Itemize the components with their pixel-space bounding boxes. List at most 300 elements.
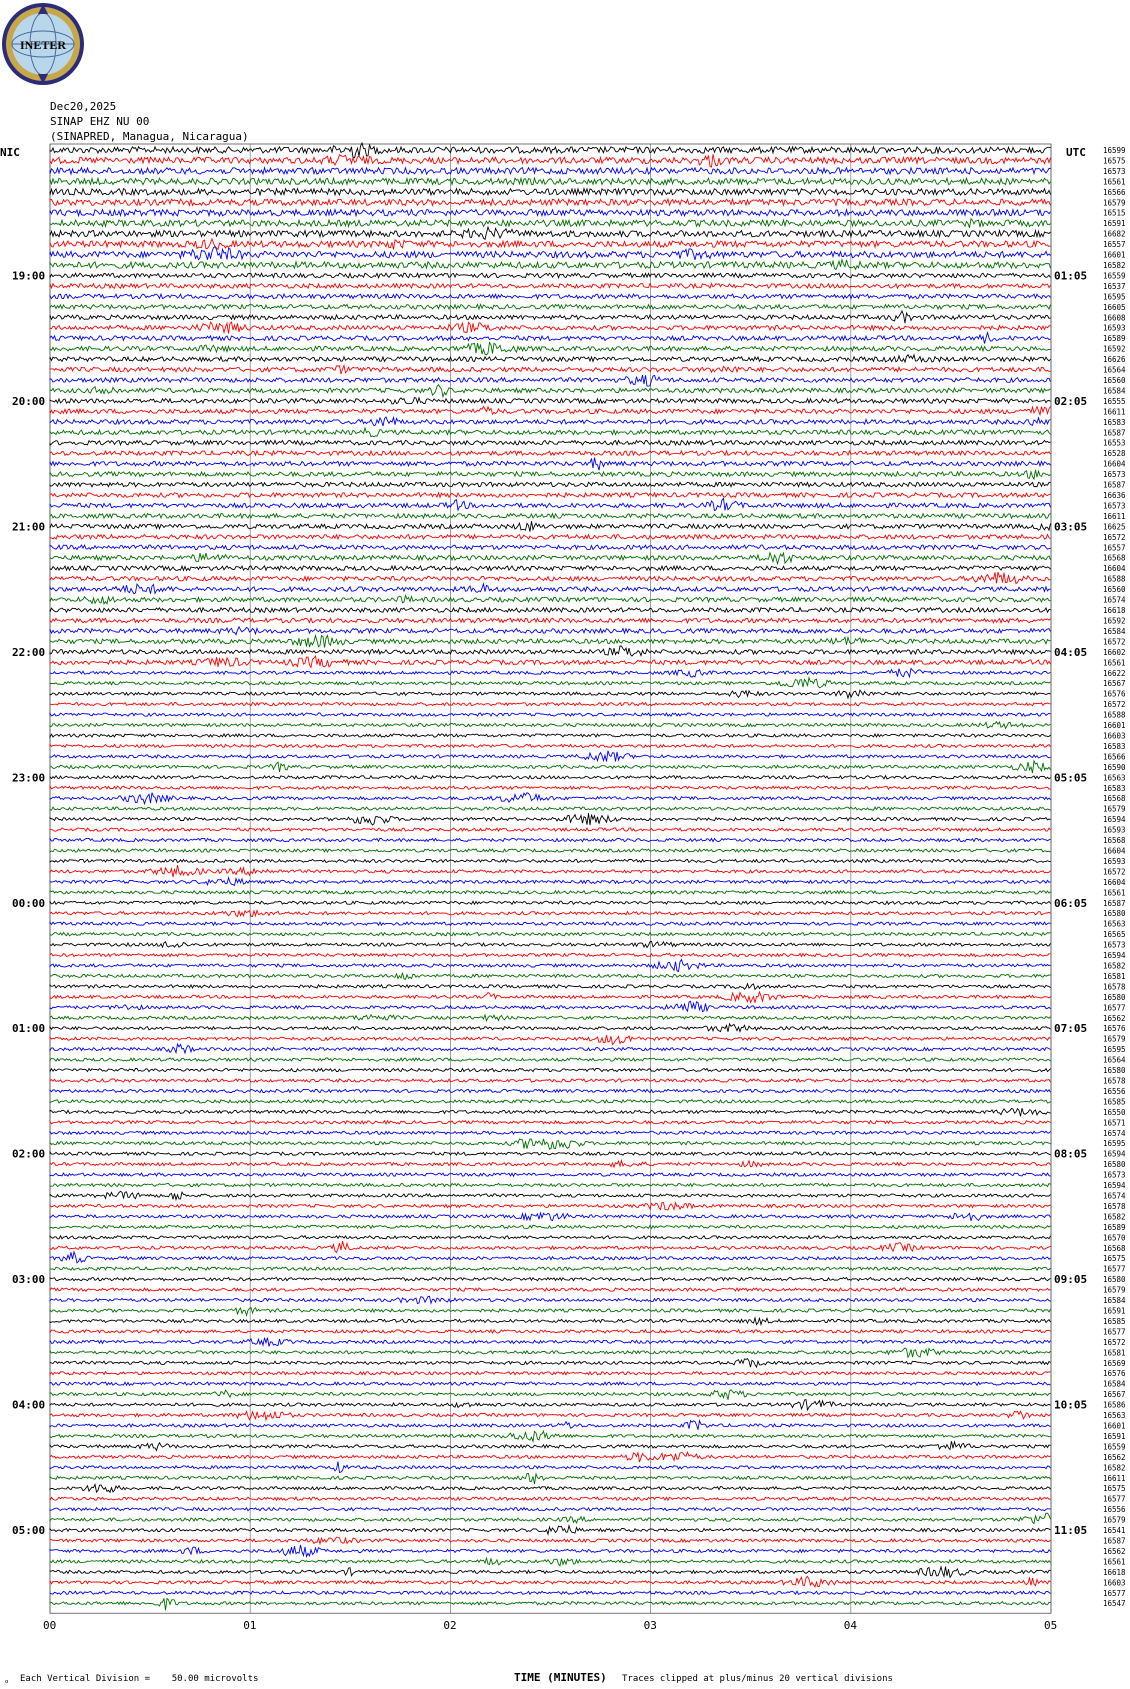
seismic-trace <box>50 545 1051 550</box>
trace-count-label: 16574 <box>1103 595 1126 605</box>
trace-count-label: 16575 <box>1103 1254 1126 1264</box>
seismic-trace <box>50 1001 1051 1011</box>
seismic-trace <box>50 572 1051 584</box>
trace-count-label: 16550 <box>1103 1107 1126 1117</box>
right-hour-label: 02:05 <box>1054 394 1088 408</box>
seismic-trace <box>50 776 1051 779</box>
seismic-trace <box>50 1452 1051 1462</box>
trace-count-label: 16557 <box>1103 543 1126 553</box>
seismic-trace <box>50 451 1051 456</box>
trace-count-label: 16591 <box>1103 219 1126 229</box>
seismic-trace <box>50 284 1051 289</box>
seismic-trace <box>50 813 1051 825</box>
left-hour-label: 21:00 <box>12 520 46 534</box>
trace-count-label: 16562 <box>1103 1013 1126 1023</box>
left-hour-label: 23:00 <box>12 771 46 785</box>
trace-count-label: 16582 <box>1103 1463 1126 1473</box>
trace-count-label: 16575 <box>1103 156 1126 166</box>
x-tick-label: 03 <box>643 1619 657 1633</box>
right-hour-label: 05:05 <box>1054 771 1088 785</box>
trace-count-label: 16626 <box>1103 355 1126 365</box>
trace-count-label: 16585 <box>1103 1316 1126 1326</box>
left-hour-label: 02:00 <box>12 1147 46 1161</box>
trace-count-label: 16587 <box>1103 1536 1126 1546</box>
trace-count-label: 16578 <box>1103 1201 1126 1211</box>
seismic-trace <box>50 1382 1051 1385</box>
seismic-trace <box>50 838 1051 841</box>
right-hour-label: 06:05 <box>1054 896 1088 910</box>
trace-count-label: 16587 <box>1103 428 1126 438</box>
trace-count-label: 16579 <box>1103 198 1126 208</box>
trace-count-label: 16594 <box>1103 951 1126 961</box>
trace-count-label: 16563 <box>1103 1411 1126 1421</box>
seismic-trace <box>50 1131 1051 1134</box>
trace-count-label: 16567 <box>1103 1390 1126 1400</box>
x-axis-label: TIME (MINUTES) <box>514 1671 607 1684</box>
seismic-trace <box>50 1089 1051 1092</box>
seismic-trace <box>50 891 1051 894</box>
seismic-trace <box>50 154 1051 167</box>
seismic-trace <box>50 1598 1051 1610</box>
trace-count-label: 16557 <box>1103 240 1126 250</box>
seismic-trace <box>50 535 1051 540</box>
right-hour-label: 08:05 <box>1054 1147 1088 1161</box>
corner-mark: ₒ <box>4 1676 10 1686</box>
seismic-trace <box>50 1024 1051 1032</box>
seismic-trace <box>50 417 1051 426</box>
trace-count-label: 16560 <box>1103 376 1126 386</box>
trace-count-label: 16561 <box>1103 888 1126 898</box>
trace-count-label: 16528 <box>1103 449 1126 459</box>
seismic-trace <box>50 859 1051 862</box>
seismic-trace <box>50 761 1051 773</box>
seismic-trace <box>50 1035 1051 1044</box>
seismic-trace <box>50 1400 1051 1410</box>
trace-count-label: 16581 <box>1103 971 1126 981</box>
trace-count-label: 16591 <box>1103 1306 1126 1316</box>
trace-count-label: 16556 <box>1103 1505 1126 1515</box>
trace-count-label: 16604 <box>1103 846 1126 856</box>
trace-count-label: 16604 <box>1103 564 1126 574</box>
trace-count-label: 16601 <box>1103 250 1126 260</box>
right-hour-label: 01:05 <box>1054 269 1088 283</box>
seismic-trace <box>50 1308 1051 1316</box>
seismic-trace <box>50 458 1051 471</box>
seismic-trace <box>50 143 1051 158</box>
trace-count-label: 16582 <box>1103 1212 1126 1222</box>
trace-count-label: 16572 <box>1103 1337 1126 1347</box>
trace-count-label: 16563 <box>1103 773 1126 783</box>
trace-count-label: 16583 <box>1103 417 1126 427</box>
trace-count-label: 16592 <box>1103 616 1126 626</box>
seismic-trace <box>50 1441 1051 1450</box>
seismic-trace <box>50 1537 1051 1544</box>
seismic-trace <box>50 878 1051 886</box>
trace-count-label: 16572 <box>1103 637 1126 647</box>
trace-count-label: 16587 <box>1103 898 1126 908</box>
seismic-trace <box>50 1288 1051 1291</box>
trace-count-label: 16547 <box>1103 1599 1126 1609</box>
seismic-trace <box>50 1236 1051 1239</box>
trace-count-label: 16576 <box>1103 1024 1126 1034</box>
trace-count-label: 16593 <box>1103 323 1126 333</box>
seismic-trace <box>50 521 1051 531</box>
trace-count-label: 16595 <box>1103 1139 1126 1149</box>
seismic-trace <box>50 849 1051 852</box>
seismic-trace <box>50 744 1051 747</box>
seismic-trace <box>50 385 1051 397</box>
seismic-trace <box>50 355 1051 362</box>
seismic-trace <box>50 911 1051 917</box>
trace-count-label: 16586 <box>1103 1400 1126 1410</box>
scale-note: Each Vertical Division = 50.00 microvolts <box>20 1674 259 1684</box>
trace-count-label: 16573 <box>1103 501 1126 511</box>
trace-count-label: 16588 <box>1103 574 1126 584</box>
seismic-trace <box>50 627 1051 635</box>
seismic-trace <box>50 793 1051 804</box>
trace-count-label: 16582 <box>1103 961 1126 971</box>
seismic-trace <box>50 189 1051 195</box>
seismic-trace <box>50 751 1051 762</box>
seismic-trace <box>50 375 1051 386</box>
trace-count-label: 16568 <box>1103 794 1126 804</box>
seismic-trace <box>50 1348 1051 1357</box>
seismic-trace <box>50 690 1051 698</box>
trace-count-label: 16587 <box>1103 480 1126 490</box>
trace-count-label: 16594 <box>1103 1181 1126 1191</box>
trace-count-label: 16573 <box>1103 940 1126 950</box>
seismic-trace <box>50 1069 1051 1072</box>
seismic-trace <box>50 901 1051 904</box>
trace-count-label: 16601 <box>1103 1421 1126 1431</box>
trace-count-label: 16589 <box>1103 1222 1126 1232</box>
trace-count-label: 16560 <box>1103 585 1126 595</box>
seismic-trace <box>50 646 1051 656</box>
seismic-trace <box>50 953 1051 956</box>
seismic-trace <box>50 482 1051 487</box>
trace-count-label: 16562 <box>1103 1546 1126 1556</box>
trace-count-label: 16585 <box>1103 1097 1126 1107</box>
seismic-trace <box>50 210 1051 216</box>
trace-count-label: 16601 <box>1103 721 1126 731</box>
seismic-trace <box>50 1267 1051 1270</box>
seismic-trace <box>50 294 1051 299</box>
trace-count-label: 16570 <box>1103 1233 1126 1243</box>
seismic-trace <box>50 1058 1051 1061</box>
trace-count-label: 16572 <box>1103 700 1126 710</box>
seismic-trace <box>50 428 1051 437</box>
plot-frame <box>50 144 1051 1613</box>
seismic-trace <box>50 1390 1051 1400</box>
left-hour-label: 19:00 <box>12 269 46 283</box>
trace-count-label: 16591 <box>1103 1431 1126 1441</box>
x-tick-label: 01 <box>243 1619 257 1633</box>
seismic-trace <box>50 992 1051 1003</box>
seismic-trace <box>50 1213 1051 1221</box>
seismic-trace <box>50 1015 1051 1021</box>
trace-count-label: 16579 <box>1103 1515 1126 1525</box>
trace-count-label: 16577 <box>1103 1264 1126 1274</box>
trace-count-label: 16574 <box>1103 1191 1126 1201</box>
header-station: SINAP EHZ NU 00 <box>50 115 150 128</box>
clip-note: Traces clipped at plus/minus 20 vertical divisions <box>622 1674 893 1684</box>
trace-count-label: 16595 <box>1103 292 1126 302</box>
trace-count-label: 16581 <box>1103 1348 1126 1358</box>
seismic-trace <box>50 1079 1051 1082</box>
trace-count-label: 16572 <box>1103 532 1126 542</box>
seismic-trace <box>50 635 1051 647</box>
trace-count-label: 16608 <box>1103 313 1126 323</box>
trace-count-label: 16577 <box>1103 1588 1126 1598</box>
trace-count-label: 16568 <box>1103 836 1126 846</box>
seismic-trace <box>50 1108 1051 1116</box>
seismic-trace <box>50 960 1051 972</box>
trace-count-label: 16580 <box>1103 992 1126 1002</box>
seismic-trace <box>50 828 1051 831</box>
seismic-trace <box>50 922 1051 925</box>
seismic-trace <box>50 722 1051 729</box>
logo-text: INETER <box>19 38 67 52</box>
trace-count-label: 16578 <box>1103 982 1126 992</box>
seismic-trace <box>50 566 1051 571</box>
trace-count-label: 16682 <box>1103 229 1126 239</box>
trace-count-label: 16556 <box>1103 1086 1126 1096</box>
seismic-trace <box>50 1513 1051 1523</box>
trace-count-label: 16593 <box>1103 856 1126 866</box>
left-hour-label: 03:00 <box>12 1273 46 1287</box>
seismic-trace <box>50 178 1051 184</box>
trace-count-label: 16563 <box>1103 919 1126 929</box>
trace-count-label: 16589 <box>1103 334 1126 344</box>
right-hour-label: 07:05 <box>1054 1022 1088 1036</box>
trace-count-label: 16553 <box>1103 438 1126 448</box>
left-hour-label: 04:00 <box>12 1398 46 1412</box>
seismic-trace <box>50 1545 1051 1557</box>
trace-count-label: 16555 <box>1103 396 1126 406</box>
trace-count-label: 16595 <box>1103 1045 1126 1055</box>
trace-count-label: 16573 <box>1103 166 1126 176</box>
trace-count-label: 16574 <box>1103 1128 1126 1138</box>
seismic-trace <box>50 273 1051 278</box>
seismic-trace <box>50 1421 1051 1430</box>
x-tick-label: 05 <box>1044 1619 1058 1633</box>
left-hour-label: 22:00 <box>12 645 46 659</box>
trace-count-label: 16579 <box>1103 804 1126 814</box>
seismic-trace <box>50 1044 1051 1053</box>
trace-count-label: 16541 <box>1103 1526 1126 1536</box>
seismic-trace <box>50 1100 1051 1103</box>
seismic-trace <box>50 239 1051 250</box>
trace-count-label: 16575 <box>1103 1484 1126 1494</box>
trace-count-label: 16572 <box>1103 867 1126 877</box>
trace-count-label: 16584 <box>1103 386 1126 396</box>
trace-count-label: 16578 <box>1103 1076 1126 1086</box>
seismic-trace <box>50 734 1051 737</box>
trace-count-label: 16573 <box>1103 470 1126 480</box>
trace-count-label: 16611 <box>1103 407 1126 417</box>
seismic-trace <box>50 168 1051 174</box>
seismic-trace <box>50 608 1051 613</box>
trace-count-label: 16569 <box>1103 1358 1126 1368</box>
x-tick-label: 04 <box>843 1619 858 1633</box>
trace-count-label: 16580 <box>1103 1066 1126 1076</box>
seismic-trace <box>50 1473 1051 1484</box>
seismic-trace <box>50 1558 1051 1566</box>
x-tick-label: 02 <box>443 1619 457 1633</box>
seismic-trace <box>50 406 1051 414</box>
trace-count-label: 16577 <box>1103 1327 1126 1337</box>
trace-count-label: 16611 <box>1103 1473 1126 1483</box>
seismic-trace <box>50 553 1051 564</box>
trace-count-label: 16584 <box>1103 626 1126 636</box>
right-timezone-label: UTC <box>1066 146 1086 159</box>
trace-count-label: 16579 <box>1103 1034 1126 1044</box>
right-hour-label: 10:05 <box>1054 1398 1088 1412</box>
trace-count-label: 16611 <box>1103 511 1126 521</box>
trace-count-label: 16566 <box>1103 752 1126 762</box>
seismic-trace <box>50 1591 1051 1594</box>
seismic-trace <box>50 973 1051 980</box>
seismic-trace <box>50 470 1051 479</box>
seismic-trace <box>50 1508 1051 1511</box>
trace-count-label: 16568 <box>1103 553 1126 563</box>
seismic-trace <box>50 1139 1051 1149</box>
seismic-trace <box>50 1121 1051 1124</box>
seismic-trace <box>50 1152 1051 1155</box>
seismic-trace <box>50 343 1051 355</box>
seismic-trace <box>50 499 1051 511</box>
seismic-trace <box>50 1296 1051 1303</box>
seismic-trace <box>50 941 1051 947</box>
trace-count-label: 16561 <box>1103 658 1126 668</box>
seismic-trace <box>50 584 1051 594</box>
trace-count-label: 16605 <box>1103 302 1126 312</box>
seismic-trace <box>50 1330 1051 1333</box>
seismic-trace <box>50 1462 1051 1473</box>
seismic-trace <box>50 219 1051 228</box>
seismic-trace <box>50 596 1051 604</box>
trace-count-label: 16582 <box>1103 261 1126 271</box>
seismic-trace <box>50 260 1051 270</box>
trace-count-label: 16571 <box>1103 1118 1126 1128</box>
trace-count-label: 16625 <box>1103 522 1126 532</box>
trace-count-label: 16583 <box>1103 783 1126 793</box>
trace-count-label: 16593 <box>1103 825 1126 835</box>
trace-count-label: 16584 <box>1103 1296 1126 1306</box>
seismic-trace <box>50 668 1051 677</box>
header-agency: (SINAPRED, Managua, Nicaragua) <box>50 130 249 143</box>
seismic-trace <box>50 933 1051 936</box>
seismic-trace <box>50 1184 1051 1187</box>
seismic-trace <box>50 1372 1051 1375</box>
seismic-trace <box>50 1241 1051 1252</box>
seismic-trace <box>50 678 1051 688</box>
trace-count-label: 16636 <box>1103 491 1126 501</box>
trace-count-label: 16592 <box>1103 344 1126 354</box>
seismic-trace <box>50 493 1051 498</box>
trace-count-label: 16594 <box>1103 815 1126 825</box>
right-hour-label: 03:05 <box>1054 520 1088 534</box>
seismic-trace <box>50 1173 1051 1176</box>
seismic-trace <box>50 440 1051 445</box>
seismic-trace <box>50 1484 1051 1492</box>
seismic-trace <box>50 1577 1051 1587</box>
right-hour-label: 04:05 <box>1054 645 1088 659</box>
seismic-trace <box>50 703 1051 706</box>
trace-count-label: 16577 <box>1103 1494 1126 1504</box>
trace-count-label: 16537 <box>1103 281 1126 291</box>
seismic-trace <box>50 1497 1051 1500</box>
trace-count-label: 16618 <box>1103 1567 1126 1577</box>
trace-count-label: 16559 <box>1103 1442 1126 1452</box>
seismic-trace <box>50 366 1051 375</box>
seismic-trace <box>50 1191 1051 1199</box>
seismic-trace <box>50 311 1051 323</box>
left-hour-label: 20:00 <box>12 394 46 408</box>
trace-count-label: 16515 <box>1103 208 1126 218</box>
seismic-trace <box>50 1278 1051 1281</box>
trace-count-label: 16603 <box>1103 731 1126 741</box>
seismic-trace <box>50 514 1051 519</box>
left-hour-label: 00:00 <box>12 896 46 910</box>
trace-count-label: 16584 <box>1103 1379 1126 1389</box>
trace-count-label: 16590 <box>1103 762 1126 772</box>
seismic-trace <box>50 865 1051 877</box>
trace-count-label: 16604 <box>1103 877 1126 887</box>
left-hour-label: 01:00 <box>12 1022 46 1036</box>
trace-count-label: 16594 <box>1103 1149 1126 1159</box>
x-tick-label: 00 <box>43 1619 57 1633</box>
trace-count-label: 16622 <box>1103 668 1126 678</box>
seismic-trace <box>50 322 1051 334</box>
left-hour-label: 05:00 <box>12 1524 46 1538</box>
trace-count-label: 16588 <box>1103 710 1126 720</box>
seismic-trace <box>50 984 1051 990</box>
seismic-trace <box>50 807 1051 810</box>
trace-count-label: 16583 <box>1103 741 1126 751</box>
header-date: Dec20,2025 <box>50 100 117 113</box>
seismic-trace <box>50 713 1051 716</box>
trace-count-label: 16618 <box>1103 606 1126 616</box>
seismic-trace <box>50 786 1051 789</box>
seismic-trace <box>50 1431 1051 1441</box>
trace-count-label: 16568 <box>1103 1243 1126 1253</box>
trace-count-label: 16564 <box>1103 365 1126 375</box>
trace-count-label: 16559 <box>1103 271 1126 281</box>
seismic-trace <box>50 247 1051 260</box>
trace-count-label: 16577 <box>1103 1003 1126 1013</box>
trace-count-label: 16599 <box>1103 146 1126 155</box>
seismic-trace <box>50 1338 1051 1347</box>
seismic-trace <box>50 1225 1051 1228</box>
trace-count-label: 16576 <box>1103 1369 1126 1379</box>
seismic-trace <box>50 199 1051 205</box>
seismic-trace <box>50 1202 1051 1210</box>
trace-count-label: 16603 <box>1103 1578 1126 1588</box>
trace-count-label: 16580 <box>1103 1160 1126 1170</box>
seismic-trace <box>50 1252 1051 1263</box>
trace-count-label: 16561 <box>1103 177 1126 187</box>
seismic-trace <box>50 398 1051 404</box>
trace-count-label: 16576 <box>1103 689 1126 699</box>
seismic-trace <box>50 1567 1051 1578</box>
trace-count-label: 16579 <box>1103 1285 1126 1295</box>
seismic-trace <box>50 1526 1051 1535</box>
seismic-trace <box>50 656 1051 667</box>
right-hour-label: 11:05 <box>1054 1524 1088 1538</box>
seismic-trace <box>50 305 1051 310</box>
trace-count-label: 16604 <box>1103 459 1126 469</box>
